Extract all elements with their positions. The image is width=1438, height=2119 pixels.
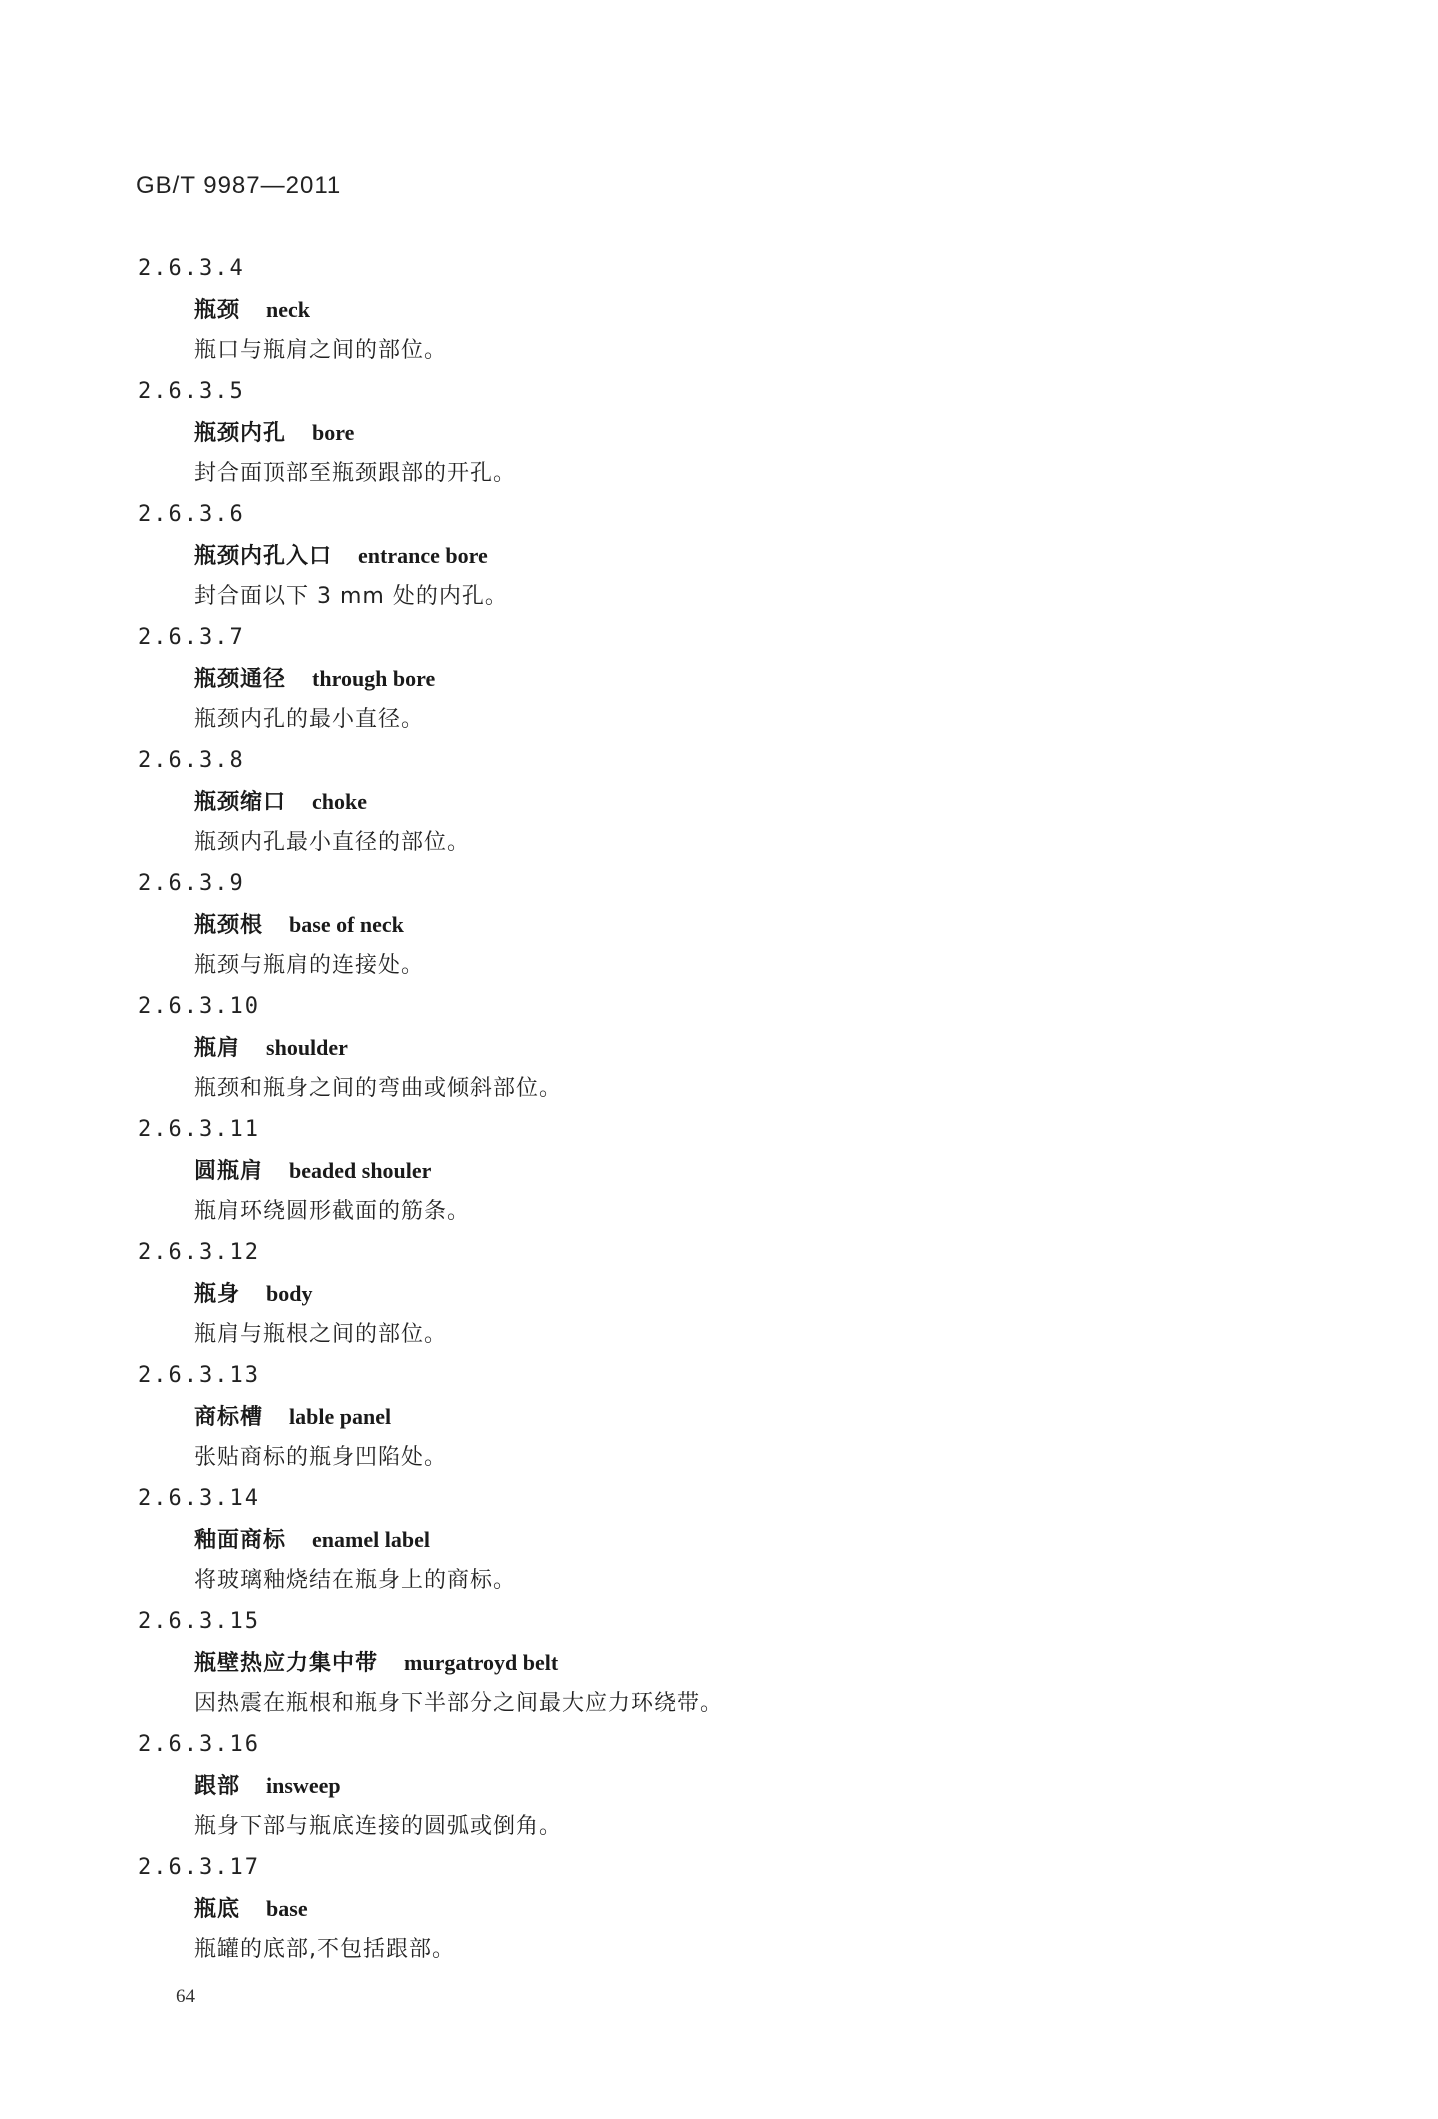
term-title xyxy=(194,658,435,699)
term-definition: 张贴商标的瓶身凹陷处。 xyxy=(194,1445,448,1470)
term-entries-list xyxy=(138,248,1238,1970)
term-entry xyxy=(138,494,1238,617)
term-title xyxy=(194,1396,391,1437)
term-definition: 瓶肩环绕圆形截面的筋条。 xyxy=(194,1199,471,1224)
term-english: base of neck xyxy=(289,912,404,937)
term-english: murgatroyd belt xyxy=(404,1650,559,1675)
term-entry xyxy=(138,1847,1238,1970)
term-entry xyxy=(138,1109,1238,1232)
entry-number: 2.6.3.9 xyxy=(138,871,245,896)
page-number: 64 xyxy=(176,1986,195,2007)
term-definition: 瓶颈与瓶肩的连接处。 xyxy=(194,953,425,978)
term-chinese: 跟部 xyxy=(194,1774,241,1799)
entry-number: 2.6.3.13 xyxy=(138,1363,260,1388)
term-chinese: 圆瓶肩 xyxy=(194,1159,264,1184)
entry-number: 2.6.3.5 xyxy=(138,379,245,404)
term-definition: 瓶颈和瓶身之间的弯曲或倾斜部位。 xyxy=(194,1076,563,1101)
term-chinese: 瓶肩 xyxy=(194,1036,241,1061)
term-title xyxy=(194,535,488,576)
entry-number: 2.6.3.17 xyxy=(138,1855,260,1880)
term-title xyxy=(194,1150,431,1191)
term-entry xyxy=(138,248,1238,371)
term-title xyxy=(194,904,404,945)
term-entry xyxy=(138,863,1238,986)
term-english: lable panel xyxy=(289,1404,392,1429)
term-english: base xyxy=(266,1896,308,1921)
entry-number: 2.6.3.15 xyxy=(138,1609,260,1634)
term-definition: 瓶颈内孔的最小直径。 xyxy=(194,707,425,732)
term-entry xyxy=(138,1601,1238,1724)
term-chinese: 瓶底 xyxy=(194,1897,241,1922)
term-chinese: 瓶颈内孔 xyxy=(194,421,287,446)
term-english: beaded shouler xyxy=(289,1158,432,1183)
term-definition: 瓶颈内孔最小直径的部位。 xyxy=(194,830,471,855)
entry-number: 2.6.3.14 xyxy=(138,1486,260,1511)
term-definition: 封合面顶部至瓶颈跟部的开孔。 xyxy=(194,461,517,486)
term-english: entrance bore xyxy=(358,543,488,568)
term-english: insweep xyxy=(266,1773,341,1798)
term-english: neck xyxy=(266,297,311,322)
term-chinese: 瓶颈通径 xyxy=(194,667,287,692)
term-english: choke xyxy=(312,789,368,814)
term-title xyxy=(194,1642,558,1683)
term-title xyxy=(194,781,367,822)
entry-number: 2.6.3.8 xyxy=(138,748,245,773)
term-entry xyxy=(138,1724,1238,1847)
term-title xyxy=(194,1888,308,1929)
term-entry xyxy=(138,1478,1238,1601)
entry-number: 2.6.3.10 xyxy=(138,994,260,1019)
entry-number: 2.6.3.7 xyxy=(138,625,245,650)
standard-code-header: GB/T 9987—2011 xyxy=(136,172,342,199)
term-title xyxy=(194,289,310,330)
term-english: bore xyxy=(312,420,355,445)
term-definition: 瓶身下部与瓶底连接的圆弧或倒角。 xyxy=(194,1814,563,1839)
term-definition: 将玻璃釉烧结在瓶身上的商标。 xyxy=(194,1568,517,1593)
term-english: enamel label xyxy=(312,1527,430,1552)
term-chinese: 瓶身 xyxy=(194,1282,241,1307)
term-entry xyxy=(138,1232,1238,1355)
term-title xyxy=(194,1765,341,1806)
term-definition: 瓶罐的底部,不包括跟部。 xyxy=(194,1937,455,1962)
term-title xyxy=(194,1519,430,1560)
entry-number: 2.6.3.4 xyxy=(138,256,245,281)
term-definition: 封合面以下 3 mm 处的内孔。 xyxy=(194,584,508,609)
term-chinese: 瓶颈 xyxy=(194,298,241,323)
term-entry xyxy=(138,1355,1238,1478)
term-title xyxy=(194,1027,348,1068)
term-entry xyxy=(138,740,1238,863)
term-chinese: 瓶颈内孔入口 xyxy=(194,544,333,569)
entry-number: 2.6.3.12 xyxy=(138,1240,260,1265)
entry-number: 2.6.3.11 xyxy=(138,1117,260,1142)
term-chinese: 釉面商标 xyxy=(194,1528,287,1553)
term-definition: 瓶肩与瓶根之间的部位。 xyxy=(194,1322,448,1347)
term-entry xyxy=(138,617,1238,740)
term-definition: 因热震在瓶根和瓶身下半部分之间最大应力环绕带。 xyxy=(194,1691,724,1716)
term-english: body xyxy=(266,1281,313,1306)
entry-number: 2.6.3.16 xyxy=(138,1732,260,1757)
term-entry xyxy=(138,986,1238,1109)
term-english: through bore xyxy=(312,666,436,691)
term-chinese: 商标槽 xyxy=(194,1405,264,1430)
term-chinese: 瓶颈根 xyxy=(194,913,264,938)
term-english: shoulder xyxy=(266,1035,348,1060)
term-chinese: 瓶壁热应力集中带 xyxy=(194,1651,379,1676)
term-chinese: 瓶颈缩口 xyxy=(194,790,287,815)
term-definition: 瓶口与瓶肩之间的部位。 xyxy=(194,338,448,363)
term-title xyxy=(194,412,354,453)
term-entry xyxy=(138,371,1238,494)
term-title xyxy=(194,1273,313,1314)
entry-number: 2.6.3.6 xyxy=(138,502,245,527)
